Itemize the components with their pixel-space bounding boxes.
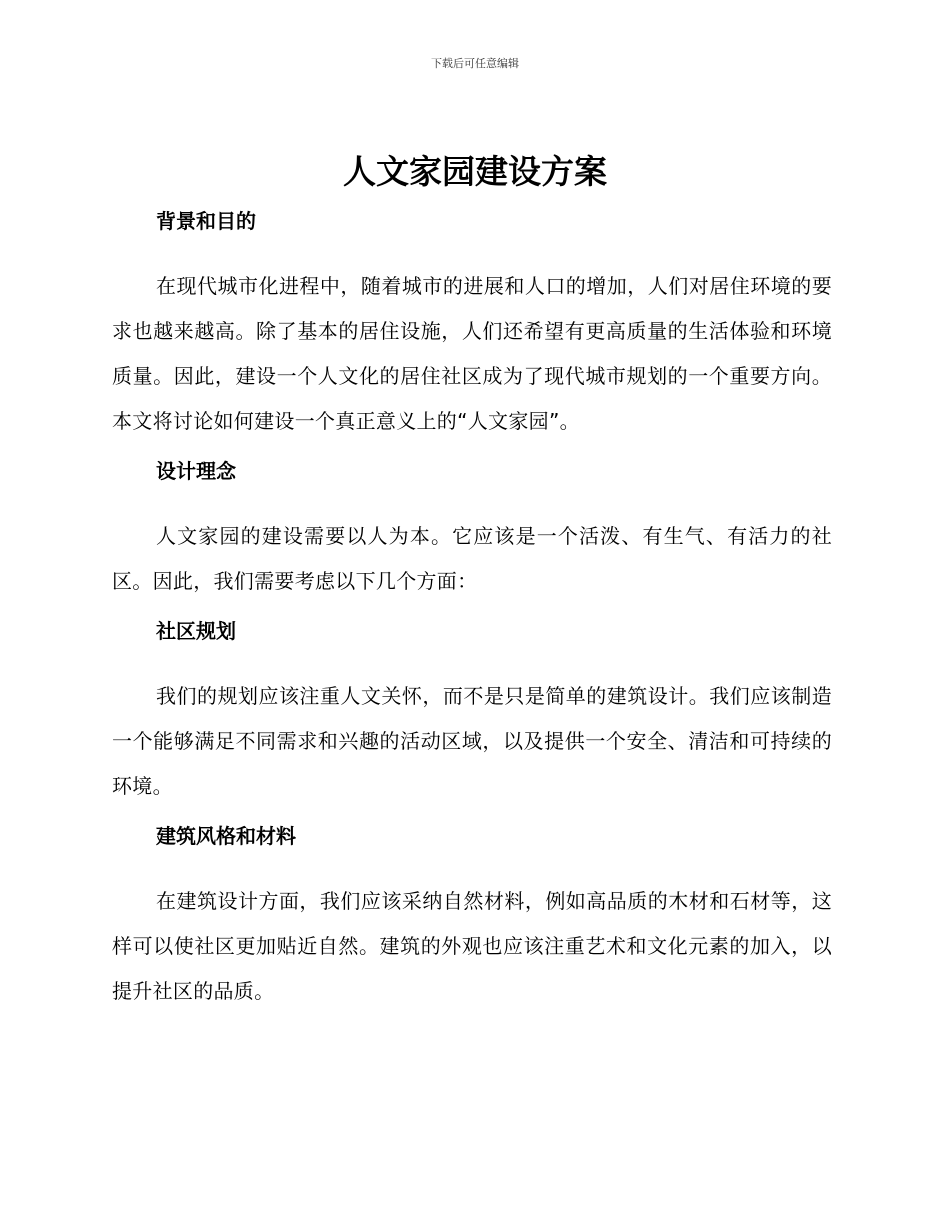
section-body: 我们的规划应该注重人文关怀，而不是只是简单的建筑设计。我们应该制造一个能够满足不同需求和兴趣的活动区域，以及提供一个安全、清洁和可持续的环境。: [112, 684, 832, 798]
section-body: 在现代城市化进程中，随着城市的进展和人口的增加，人们对居住环境的要求也越来越高。除了基本的居住设施，人们还希望有更高质量的生活体验和环境质量。因此，建设一个人文化的居住社区成为了现代城市规划的一个重要方向。本文将讨论如何建设一个真正意义上的“人文家园”。: [112, 274, 832, 433]
section-body: 在建筑设计方面，我们应该采纳自然材料，例如高品质的木材和石材等，这样可以使社区更加贴近自然。建筑的外观也应该注重艺术和文化元素的加入，以提升社区的品质。: [112, 889, 832, 1003]
section-background: [112, 207, 832, 444]
section-heading: 设计理念: [156, 459, 236, 483]
section-heading: 建筑风格和材料: [156, 824, 296, 848]
section-architecture: [112, 822, 832, 1014]
page-title: 人文家园建设方案: [343, 152, 607, 191]
header-note: 下载后可任意编辑: [431, 57, 519, 70]
section-design-concept: [112, 457, 832, 604]
section-community-planning: [112, 617, 832, 809]
section-heading: 社区规划: [156, 619, 236, 643]
section-heading: 背景和目的: [156, 209, 256, 233]
section-body: 人文家园的建设需要以人为本。它应该是一个活泼、有生气、有活力的社区。因此，我们需要考虑以下几个方面：: [112, 524, 832, 593]
